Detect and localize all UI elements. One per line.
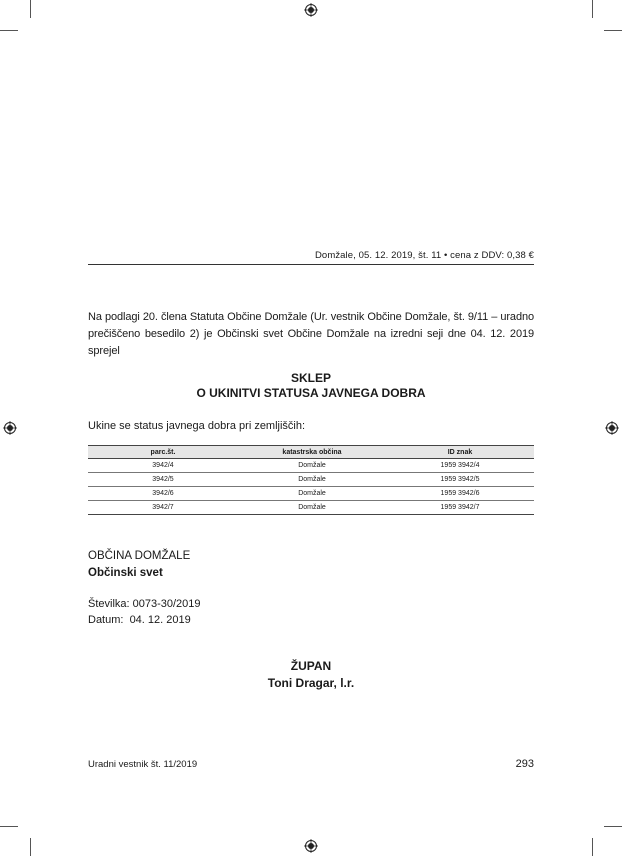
crop-mark: [604, 30, 622, 31]
page-number: 293: [515, 758, 534, 770]
registration-mark-icon: [304, 839, 318, 853]
registration-mark-icon: [304, 3, 318, 17]
table-cell: 1959 3942/5: [386, 473, 534, 487]
crop-mark: [30, 0, 31, 18]
table-cell: Domžale: [238, 473, 386, 487]
table-cell: 1959 3942/6: [386, 487, 534, 501]
crop-mark: [0, 30, 18, 31]
signatory-name: Toni Dragar, l.r.: [267, 676, 355, 690]
parcels-table: [88, 445, 534, 515]
crop-mark: [592, 0, 593, 18]
signature-block: [88, 658, 534, 692]
table-row: [88, 501, 534, 515]
table-header-row: [88, 446, 534, 459]
running-header: Domžale, 05. 12. 2019, št. 11 • cena z DDV: 0,38 €: [314, 250, 534, 261]
registration-mark-icon: [605, 421, 619, 435]
title-line-1: SKLEP: [290, 371, 331, 385]
document-title: [88, 371, 534, 401]
registration-mark-icon: [3, 421, 17, 435]
document-number: Številka: 0073-30/2019: [88, 598, 201, 610]
council-name: Občinski svet: [88, 567, 163, 579]
table-intro-text: Ukine se status javnega dobra pri zemljiščih:: [88, 420, 306, 432]
crop-mark: [30, 838, 31, 856]
title-line-2: O UKINITVI STATUSA JAVNEGA DOBRA: [196, 386, 426, 400]
document-date: Datum: 04. 12. 2019: [88, 614, 191, 626]
table-row: [88, 459, 534, 473]
table-cell: Domžale: [238, 459, 386, 473]
table-cell: 1959 3942/4: [386, 459, 534, 473]
table-cell: 1959 3942/7: [386, 501, 534, 515]
header-divider: [88, 264, 534, 265]
footer-publication: Uradni vestnik št. 11/2019: [88, 759, 198, 770]
table-cell: 3942/5: [88, 473, 238, 487]
issuer-block: [88, 548, 190, 582]
municipality-name: OBČINA DOMŽALE: [88, 550, 191, 562]
table-cell: 3942/7: [88, 501, 238, 515]
signatory-role: ŽUPAN: [290, 659, 332, 673]
intro-paragraph: Na podlagi 20. člena Statuta Občine Domžale (Ur. vestnik Občine Domžale, št. 9/11 – uradno prečiščeno besedilo 2) je Občinski svet Občine Domžale na izredni seji dne 04. 12. 2019 sprejel: [88, 311, 534, 357]
column-header: ID znak: [386, 446, 534, 459]
reference-block: [88, 596, 201, 628]
crop-mark: [0, 826, 18, 827]
table-row: [88, 473, 534, 487]
column-header: katastrska občina: [238, 446, 386, 459]
table-cell: 3942/6: [88, 487, 238, 501]
crop-mark: [604, 826, 622, 827]
table-cell: Domžale: [238, 501, 386, 515]
table-cell: 3942/4: [88, 459, 238, 473]
crop-mark: [592, 838, 593, 856]
table-cell: Domžale: [238, 487, 386, 501]
table-row: [88, 487, 534, 501]
column-header: parc.št.: [88, 446, 238, 459]
